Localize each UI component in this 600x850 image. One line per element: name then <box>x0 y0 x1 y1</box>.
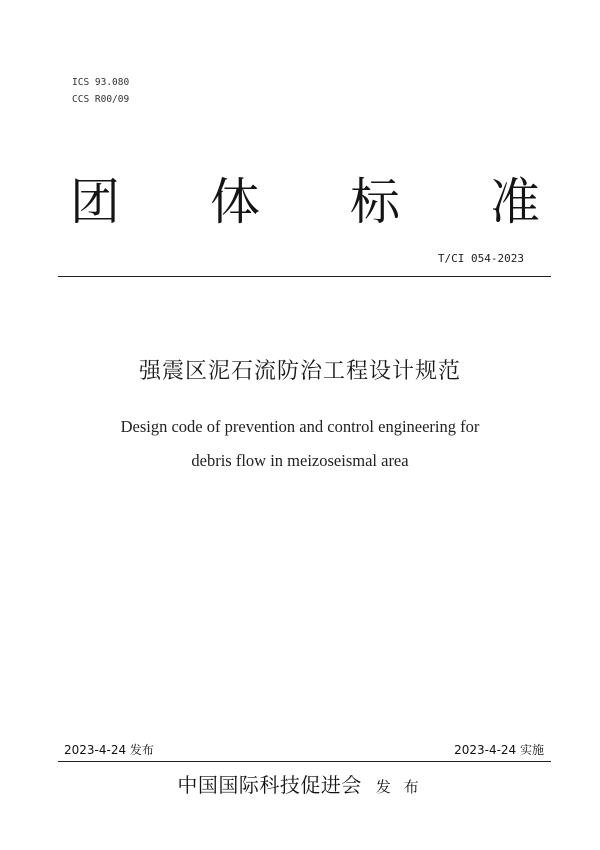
classification-codes <box>72 74 129 108</box>
bottom-divider <box>58 761 551 762</box>
implement-date: 2023-4-24 实施 <box>454 743 544 757</box>
english-title-line-2: debris flow in meizoseismal area <box>191 451 409 470</box>
title-char: 体 <box>210 173 260 231</box>
ccs-code: CCS R00/09 <box>72 94 130 105</box>
top-divider <box>58 276 551 277</box>
title-char: 团 <box>70 173 120 231</box>
publisher <box>0 769 600 798</box>
publish-date: 2023-4-24 发布 <box>64 743 154 757</box>
publisher-action: 发 布 <box>375 778 423 796</box>
standard-number: T/CI 054-2023 <box>437 252 524 265</box>
publisher-org: 中国国际科技促进会 <box>177 773 362 797</box>
title-char: 准 <box>490 173 540 231</box>
title-char: 标 <box>350 173 400 231</box>
english-title-line-1: Design code of prevention and control engineering for <box>120 417 480 436</box>
ics-code: ICS 93.080 <box>72 77 130 88</box>
document-type-title <box>70 172 540 232</box>
chinese-title: 强震区泥石流防治工程设计规范 <box>138 359 461 384</box>
